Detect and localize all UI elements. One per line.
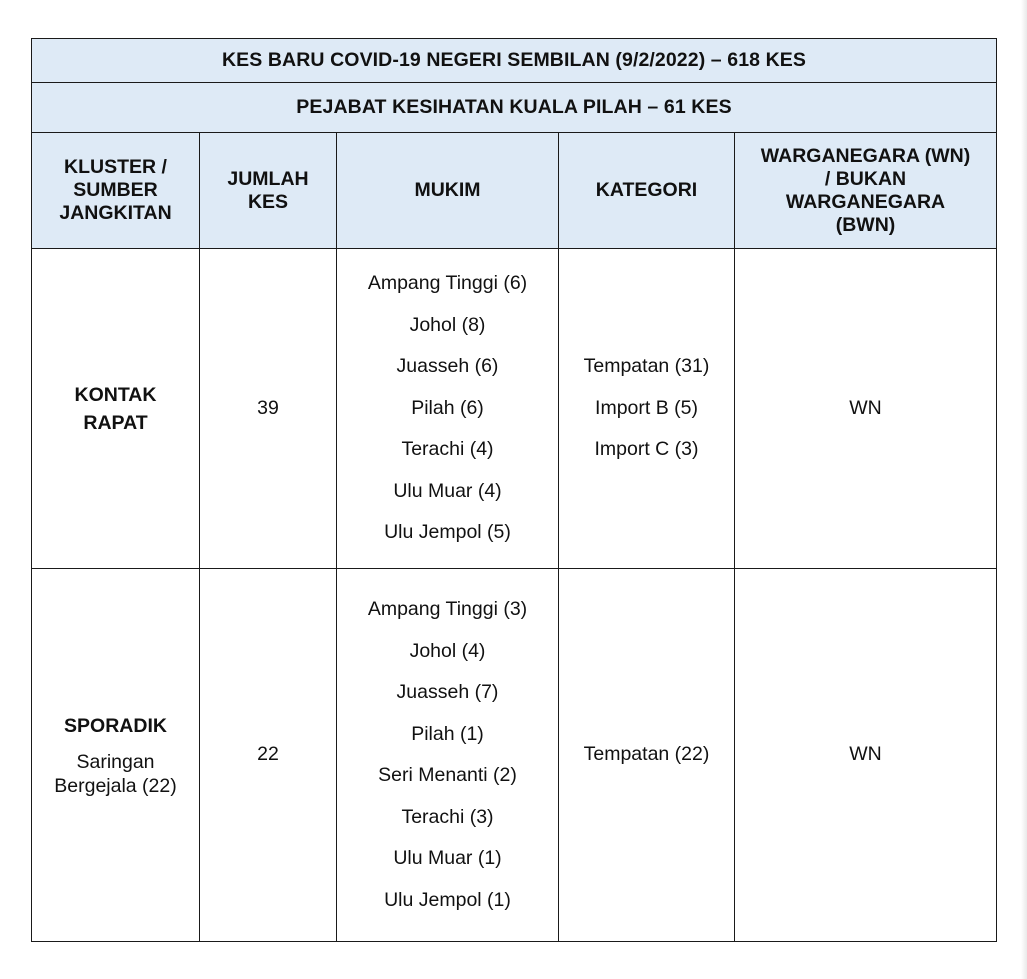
mukim-item: Johol (8) (409, 313, 486, 336)
header-citizenship: WARGANEGARA (WN) / BUKAN WARGANEGARA (BWN) (735, 133, 997, 249)
citizenship-cell: WN (735, 569, 997, 942)
count-cell: 39 (200, 249, 337, 569)
cluster-name: KONTAK (74, 383, 157, 406)
table-row (32, 249, 997, 569)
mukim-item: Pilah (1) (411, 722, 484, 745)
kategori-cell (559, 249, 735, 569)
kategori-item: Import B (5) (595, 396, 698, 419)
kategori-cell (559, 569, 735, 942)
table-subtitle: PEJABAT KESIHATAN KUALA PILAH – 61 KES (32, 83, 997, 133)
mukim-item: Ulu Jempol (1) (384, 888, 511, 911)
cluster-cell (32, 249, 200, 569)
mukim-item: Johol (4) (409, 639, 486, 662)
cluster-cell (32, 569, 200, 942)
header-mukim: MUKIM (337, 133, 559, 249)
mukim-item: Ulu Muar (1) (393, 847, 502, 869)
table-row (32, 569, 997, 942)
mukim-item: Terachi (4) (401, 438, 494, 461)
mukim-item: Pilah (6) (411, 396, 484, 419)
mukim-item: Terachi (3) (401, 805, 494, 828)
cluster-detail: Saringan Bergejala (22) (54, 751, 177, 797)
mukim-item: Seri Menanti (2) (378, 764, 517, 786)
header-kategori: KATEGORI (559, 133, 735, 249)
header-row (32, 133, 997, 249)
kategori-item: Tempatan (31) (583, 355, 710, 378)
cluster-name: SPORADIK (64, 715, 167, 737)
covid-cases-table (31, 38, 997, 942)
mukim-cell (337, 569, 559, 942)
mukim-item: Ulu Jempol (5) (384, 521, 511, 544)
header-count: JUMLAH KES (200, 133, 337, 249)
mukim-item: Ulu Muar (4) (393, 479, 502, 502)
citizenship-cell: WN (735, 249, 997, 569)
mukim-item: Ampang Tinggi (3) (367, 598, 528, 620)
kategori-item: Import C (3) (594, 438, 699, 461)
count-cell: 22 (200, 569, 337, 942)
kategori-item: Tempatan (22) (583, 743, 710, 766)
header-cluster: KLUSTER / SUMBER JANGKITAN (32, 133, 200, 249)
table-title: KES BARU COVID-19 NEGERI SEMBILAN (9/2/2022) – 618 KES (32, 39, 997, 83)
cluster-name: RAPAT (83, 411, 148, 434)
page-edge-shadow (1021, 0, 1027, 979)
mukim-cell (337, 249, 559, 569)
mukim-item: Ampang Tinggi (6) (367, 272, 528, 295)
mukim-item: Juasseh (7) (396, 681, 499, 703)
mukim-item: Juasseh (6) (396, 355, 499, 378)
